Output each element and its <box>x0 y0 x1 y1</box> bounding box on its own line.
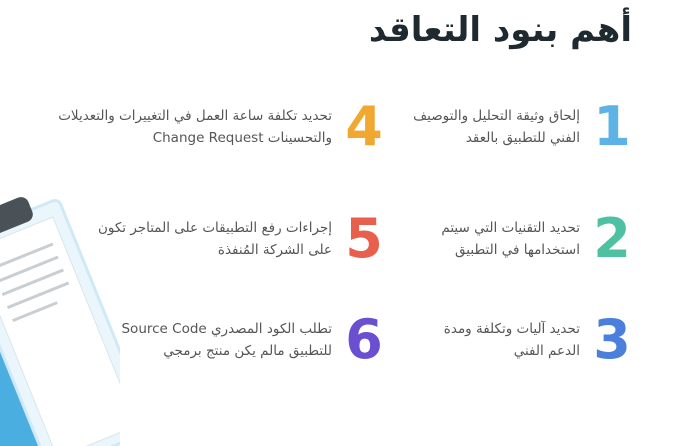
list-item-6 <box>121 308 384 371</box>
item-number-1: 1 <box>593 95 631 158</box>
item-number-5: 5 <box>345 207 383 270</box>
item-number-3: 3 <box>593 308 631 371</box>
item-number-6: 6 <box>345 308 383 371</box>
item-line-5a: إجراءات رفع التطبيقات على المتاجر تكون <box>97 219 332 236</box>
item-line-6a: تطلب الكود المصدري Source Code <box>121 320 332 337</box>
item-text-3 <box>444 318 580 363</box>
item-number-4: 4 <box>345 95 383 158</box>
item-text-5 <box>98 217 332 262</box>
item-line-4b: والتحسينات Change Request <box>152 130 332 146</box>
item-text-6 <box>121 318 332 363</box>
list-item-1 <box>413 95 632 158</box>
item-line-6b: للتطبيق مالم يكن منتج برمجي <box>163 343 332 359</box>
item-text-1 <box>413 105 580 150</box>
item-line-3b: الدعم الفني <box>513 343 580 359</box>
item-number-2: 2 <box>593 207 631 270</box>
item-text-2 <box>441 217 580 262</box>
list-item-3 <box>443 308 632 371</box>
list-item-2 <box>441 207 632 270</box>
item-line-4a: تحديد تكلفة ساعة العمل في التغييرات والتعديلات <box>58 107 332 124</box>
item-line-1a: إلحاق وثيقة التحليل والتوصيف <box>413 107 580 124</box>
item-line-2b: استخدامها في التطبيق <box>455 242 580 258</box>
page-title: أهم بنود التعاقد <box>368 10 632 50</box>
item-line-2a: تحديد التقنيات التي سيتم <box>441 219 580 236</box>
item-line-3a: تحديد آليات وتكلفة ومدة <box>443 320 580 337</box>
item-line-1b: الفني للتطبيق بالعقد <box>465 130 580 146</box>
list-item-4 <box>58 95 384 158</box>
item-line-5b: على الشركة المُنفذة <box>217 242 332 258</box>
item-text-4 <box>58 105 332 150</box>
list-item-5 <box>97 207 384 270</box>
clipboard-icon <box>0 180 120 446</box>
